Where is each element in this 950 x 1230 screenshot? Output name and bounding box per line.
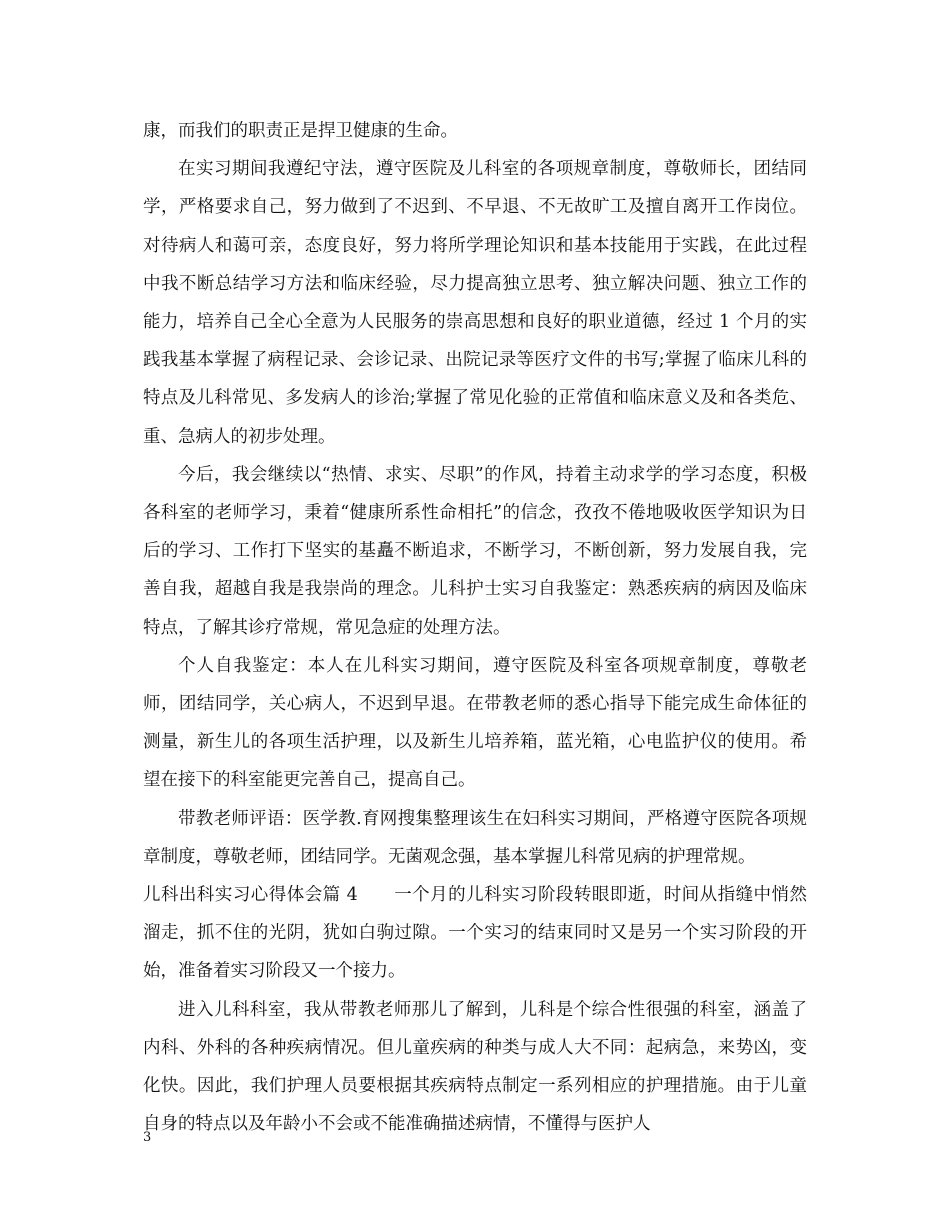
paragraph-6-section-heading: 儿科出科实习心得体会篇 4 一个月的儿科实习阶段转眼即逝，时间从指缝中悄然溜走，抓不住的光阴，犹如白驹过隙。一个实习的结束同时又是另一个实习阶段的开始，准备着实习阶段又一个接力。 <box>143 885 807 982</box>
paragraph-5: 带教老师评语：医学教.育网搜集整理该生在妇科实习期间，严格遵守医院各项规章制度，尊敬老师，团结同学。无菌观念强，基本掌握儿科常见病的护理常规。 <box>143 808 807 867</box>
paragraph-7: 进入儿科科室，我从带教老师那儿了解到，儿科是个综合性很强的科室，涵盖了内科、外科的各种疾病情况。但儿童疾病的种类与成人大不同：起病急，来势凶，变化快。因此，我们护理人员要根据其疾病特点制定一系列相应的护理措施。由于儿童自身的特点以及年龄小不会或不能准确描述病情，不懂得与医护人 <box>143 999 807 1135</box>
paragraph-4: 个人自我鉴定：本人在儿科实习期间，遵守医院及科室各项规章制度，尊敬老师，团结同学，关心病人，不迟到早退。在带教老师的悉心指导下能完成生命体征的测量，新生儿的各项生活护理，以及新生儿培养箱，蓝光箱，心电监护仪的使用。希望在接下的科室能更完善自己，提高自己。 <box>143 655 807 791</box>
paragraph-3: 今后，我会继续以“热情、求实、尽职”的作风，持着主动求学的学习态度，积极各科室的老师学习，秉着“健康所系性命相托”的信念，孜孜不倦地吸收医学知识为日后的学习、工作打下坚实的基矗不断追求，不断学习，不断创新，努力发展自我，完善自我，超越自我是我崇尚的理念。儿科护士实习自我鉴定：熟悉疾病的病因及临床特点，了解其诊疗常规，常见急症的处理方法。 <box>143 464 807 638</box>
document-body <box>143 112 807 1143</box>
page-number: 3 <box>143 1130 152 1145</box>
paragraph-1: 康，而我们的职责正是捍卫健康的生命。 <box>143 121 458 141</box>
paragraph-2: 在实习期间我遵纪守法，遵守医院及儿科室的各项规章制度，尊敬师长，团结同学，严格要求自己，努力做到了不迟到、不早退、不无故旷工及擅自离开工作岗位。对待病人和蔼可亲，态度良好，努力将所学理论知识和基本技能用于实践，在此过程中我不断总结学习方法和临床经验，尽力提高独立思考、独立解决问题、独立工作的能力，培养自己全心全意为人民服务的崇高思想和良好的职业道德，经过 1 个月的实践我基本掌握了病程记录、会诊记录、出院记录等医疗文件的书写;掌握了临床儿科的特点及儿科常见、多发病人的诊治;掌握了常见化验的正常值和临床意义及和各类危、重、急病人的初步处理。 <box>143 159 807 447</box>
